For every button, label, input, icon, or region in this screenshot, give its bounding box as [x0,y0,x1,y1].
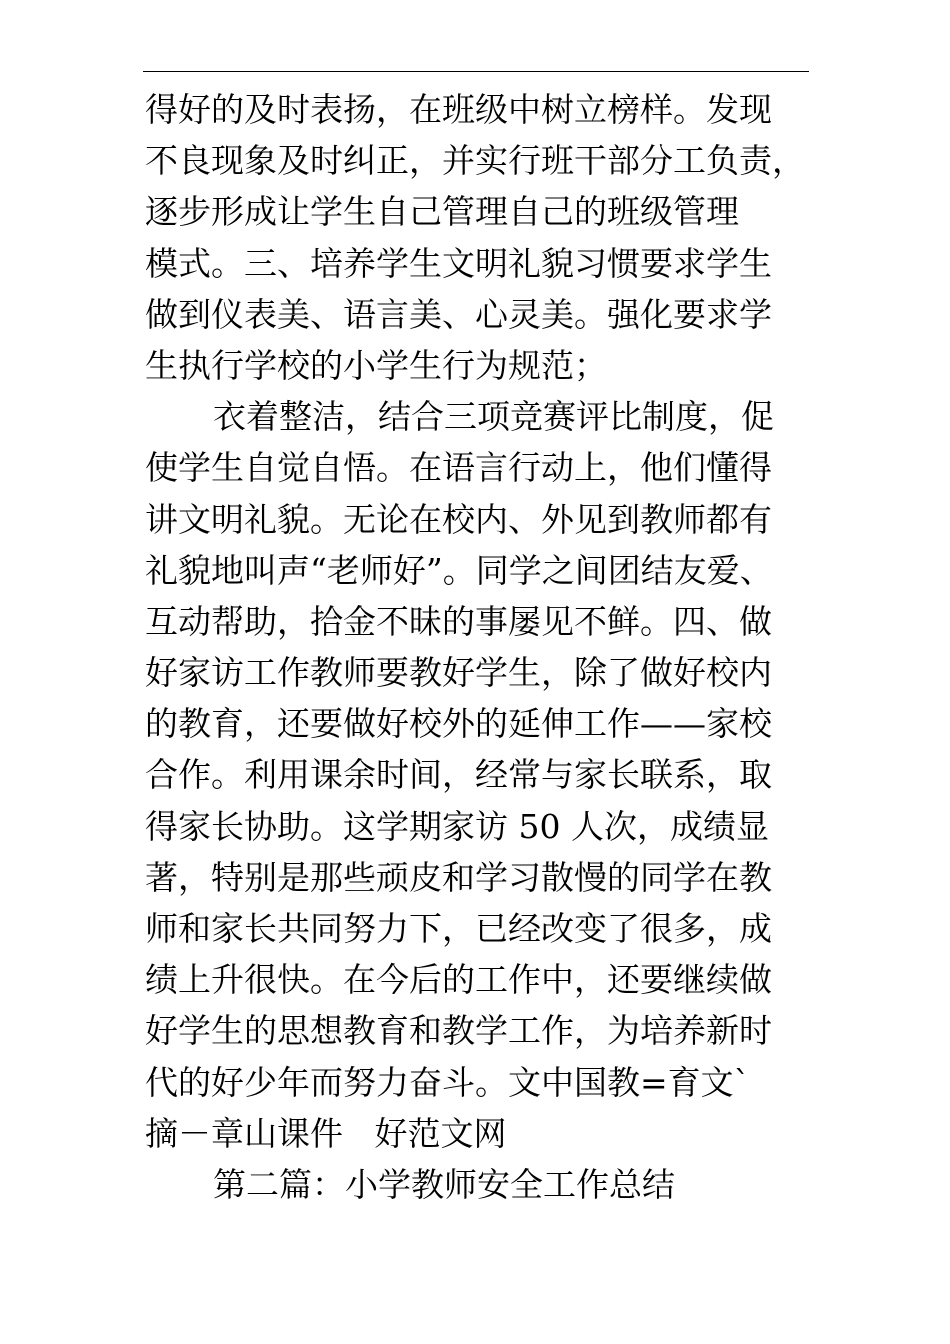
text-line: 生执行学校的小学生行为规范； [145,345,607,385]
text-line: 得家长协助。这学期家访 50 人次，成绩显 [145,806,769,846]
section-heading: 第二篇：小学教师安全工作总结 [213,1164,675,1204]
text-line: 礼貌地叫声“老师好”。同学之间团结友爱、 [145,550,773,590]
text-line: 的教育，还要做好校外的延伸工作——家校 [145,704,772,744]
text-line: 互动帮助，拾金不昧的事屡见不鲜。四、做 [145,601,772,641]
text-line: 讲文明礼貌。无论在校内、外见到教师都有 [145,499,772,539]
document-body [145,84,825,1210]
text-line: 不良现象及时纠正，并实行班干部分工负责， [145,141,805,181]
paragraph-start-line: 衣着整洁，结合三项竞赛评比制度，促 [213,397,774,437]
text-line: 摘－章山课件 好范文网 [145,1113,507,1153]
text-line: 合作。利用课余时间，经常与家长联系，取 [145,755,772,795]
text-line: 好学生的思想教育和教学工作，为培养新时 [145,1011,772,1051]
text-line: 做到仪表美、语言美、心灵美。强化要求学 [145,294,772,334]
text-line: 绩上升很快。在今后的工作中，还要继续做 [145,960,772,1000]
text-line: 好家访工作教师要教好学生，除了做好校内 [145,653,772,693]
text-line: 著，特别是那些顽皮和学习散慢的同学在教 [145,857,772,897]
text-line: 代的好少年而努力奋斗。文中国教=育文` [145,1062,751,1102]
header-rule [143,71,809,72]
text-line: 使学生自觉自悟。在语言行动上，他们懂得 [145,448,772,488]
text-line: 逐步形成让学生自己管理自己的班级管理 [145,192,739,232]
text-line: 师和家长共同努力下，已经改变了很多，成 [145,909,772,948]
text-line: 模式。三、培养学生文明礼貌习惯要求学生 [145,243,772,283]
text-line: 得好的及时表扬，在班级中树立榜样。发现 [145,90,772,129]
